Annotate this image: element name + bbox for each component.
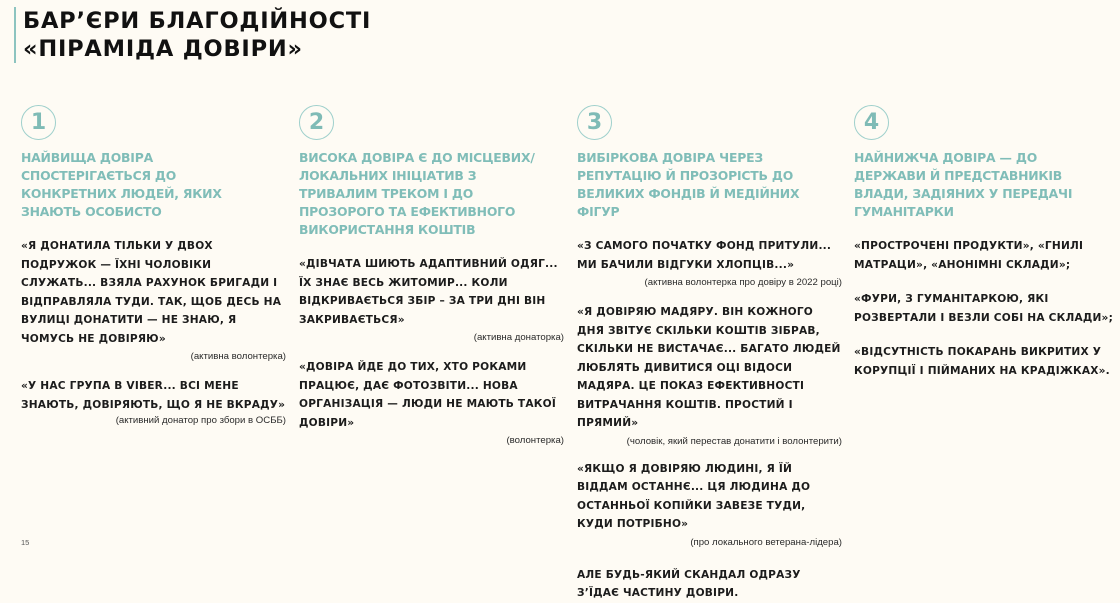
level-heading: НАЙНИЖЧА ДОВІРА — ДО ДЕРЖАВИ Й ПРЕДСТАВНИКІВ ВЛАДИ, ЗАДІЯНИХ У ПЕРЕДАЧІ ГУМАНІТАРКИ <box>854 150 1073 219</box>
quote-block <box>21 237 286 364</box>
quote-text: «Я ДОНАТИЛА ТІЛЬКИ У ДВОХ ПОДРУЖОК — ЇХНІ ЧОЛОВІКИ СЛУЖАТЬ... ВЗЯЛА РАХУНОК БРИГАДИ І ВІДПРАВЛЯЛА ТУДИ. ТАК, ЩОБ ДЕСЬ НА ВУЛИЦІ ДОНАТИТИ — НЕ ЗНАЮ, Я ЧОМУСЬ НЕ ДОВІРЯЮ» <box>21 240 282 345</box>
quote-text: «У НАС ГРУПА В VIBER... ВСІ МЕНЕ ЗНАЮТЬ, ДОВІРЯЮТЬ, ЩО Я НЕ ВКРАДУ» <box>21 380 286 411</box>
quote-block <box>299 255 564 345</box>
quote-block <box>299 358 564 448</box>
title-line-1: БАР’ЄРИ БЛАГОДІЙНОСТІ <box>23 8 372 34</box>
quote-text: «ФУРИ, З ГУМАНІТАРКОЮ, ЯКІ РОЗВЕРТАЛИ І ВЕЗЛИ СОБІ НА СКЛАДИ»; <box>854 293 1114 324</box>
quote-text: «ВІДСУТНІСТЬ ПОКАРАНЬ ВИКРИТИХ У КОРУПЦІЇ І ПІЙМАНИХ НА КРАДІЖКАХ». <box>854 346 1110 377</box>
quote-attribution: (активний донатор про збори в ОСББ) <box>115 415 286 426</box>
level-heading: НАЙВИЩА ДОВІРА СПОСТЕРІГАЄТЬСЯ ДО КОНКРЕТНИХ ЛЮДЕЙ, ЯКИХ ЗНАЮТЬ ОСОБИСТО <box>21 150 222 219</box>
title-line-2: «ПІРАМІДА ДОВІРИ» <box>23 36 303 62</box>
quote-attribution: (чоловік, який перестав донатити і волонтерити) <box>626 435 842 447</box>
conclusion-block <box>577 566 842 603</box>
quote-text: «ДІВЧАТА ШИЮТЬ АДАПТИВНИЙ ОДЯГ... ЇХ ЗНАЄ ВЕСЬ ЖИТОМИР... КОЛИ ВІДКРИВАЄТЬСЯ ЗБІР – ЗА ТРИ ДНІ ВІН ЗАКРИВАЄТЬСЯ» <box>299 258 558 326</box>
quote-attribution: (активна волонтерка про довіру в 2022 році) <box>644 277 842 288</box>
trust-level-3 <box>577 105 842 603</box>
trust-level-1 <box>21 105 286 428</box>
quote-attribution: (про локального ветерана-лідера) <box>690 536 842 548</box>
quote-text: «З САМОГО ПОЧАТКУ ФОНД ПРИТУЛИ... МИ БАЧИЛИ ВІДГУКИ ХЛОПЦІВ...» <box>577 240 832 271</box>
quote-text: «ПРОСТРОЧЕНІ ПРОДУКТИ», «ГНИЛІ МАТРАЦИ», «АНОНІМНІ СКЛАДИ»; <box>854 240 1084 271</box>
number-circle-icon: 2 <box>299 105 334 140</box>
quote-text: «ЯКЩО Я ДОВІРЯЮ ЛЮДИНІ, Я ЇЙ ВІДДАМ ОСТАННЄ... ЦЯ ЛЮДИНА ДО ОСТАННЬОЇ КОПІЙКИ ЗАВЕЗЕ ТУДИ, КУДИ ПОТРІБНО» <box>577 462 811 530</box>
conclusion-text: АЛЕ БУДЬ-ЯКИЙ СКАНДАЛ ОДРАЗУ З’ЇДАЄ ЧАСТИНУ ДОВІРИ. <box>577 568 801 599</box>
quote-attribution: (активна донаторка) <box>473 332 564 343</box>
quote-block <box>21 377 286 428</box>
number-circle-icon: 4 <box>854 105 889 140</box>
trust-level-2 <box>299 105 564 448</box>
quote-attribution: (активна волонтерка) <box>190 351 286 362</box>
quote-block <box>577 303 842 449</box>
level-heading: ВИСОКА ДОВІРА Є ДО МІСЦЕВИХ/ ЛОКАЛЬНИХ ІНІЦІАТИВ З ТРИВАЛИМ ТРЕКОМ І ДО ПРОЗОРОГО ТА ЕФЕКТИВНОГО ВИКОРИСТАННЯ КОШТІВ <box>299 150 535 237</box>
number-circle-icon: 3 <box>577 105 612 140</box>
trust-level-4 <box>854 105 1119 380</box>
page-number: 15 <box>21 538 30 547</box>
quote-block <box>577 237 842 290</box>
level-heading: ВИБІРКОВА ДОВІРА ЧЕРЕЗ РЕПУТАЦІЮ Й ПРОЗОРІСТЬ ДО ВЕЛИКИХ ФОНДІВ Й МЕДІЙНИХ ФІГУР <box>577 150 800 219</box>
quote-block <box>854 343 1119 380</box>
quote-block <box>577 460 842 550</box>
quote-block <box>854 237 1119 274</box>
quote-block <box>854 290 1119 327</box>
page-title <box>14 7 371 63</box>
quote-text: «ДОВІРА ЙДЕ ДО ТИХ, ХТО РОКАМИ ПРАЦЮЄ, ДАЄ ФОТОЗВІТИ... НОВА ОРГАНІЗАЦІЯ — ЛЮДИ НЕ МАЮТЬ ТАКОЇ ДОВІРИ» <box>299 361 556 429</box>
quote-text: «Я ДОВІРЯЮ МАДЯРУ. ВІН КОЖНОГО ДНЯ ЗВІТУЄ СКІЛЬКИ КОШТІВ ЗІБРАВ, СКІЛЬКИ НЕ ВИСТАЧАЄ... БАГАТО ЛЮДЕЙ ЛЮБЛЯТЬ ДИВИТИСЯ ОЦІ ВІДОСИ МАДЯРА. ЦЕ ПОКАЗ ЕФЕКТИВНОСТІ ВИТРАЧАННЯ КОШТІВ. ПРОСТИЙ І ПРЯМИЙ» <box>577 306 841 429</box>
number-circle-icon: 1 <box>21 105 56 140</box>
quote-attribution: (волонтерка) <box>506 435 564 446</box>
